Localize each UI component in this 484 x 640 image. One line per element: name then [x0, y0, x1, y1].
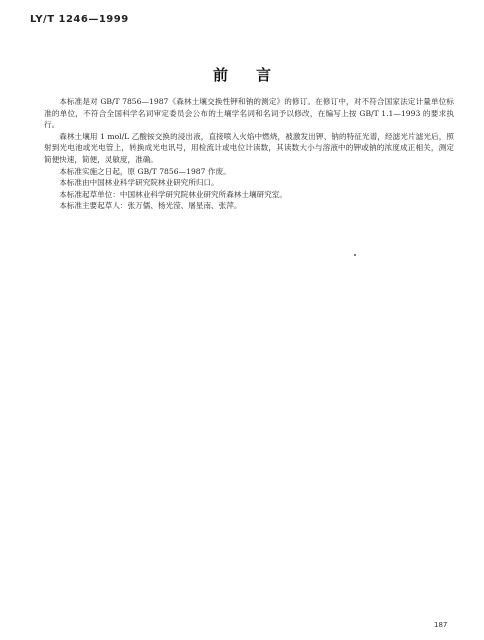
page-title: 前言 [212, 66, 299, 84]
paragraph-administered-by: 本标准由中国林业科学研究院林业研究所归口。 [59, 178, 219, 188]
scan-speck [354, 254, 356, 256]
standard-code: LY/T 1246—1999 [30, 14, 129, 25]
page-number: 187 [434, 621, 448, 629]
paragraph-drafting-unit: 本标准起草单位：中国林业科学研究院林业研究所森林土壤研究室。 [59, 189, 287, 199]
paragraph-method: 森林土壤用 1 mol/L 乙酸铵交换的浸出液，直接喷入火焰中燃烧，被激发出钾、钠的特征光谱，经滤光片滤光后，照射到光电池或光电管上，转换成光电讯号，用检流计或电位计读数，其读数大小与溶液中的钾或钠的浓度成正相关，测定简便快速，简便，灵敏度，准确。 [44, 131, 454, 164]
paragraph-supersedes: 本标准实施之日起，原 GB/T 7856—1987 作废。 [59, 166, 231, 176]
foreword-body [44, 96, 454, 212]
paragraph-drafters: 本标准主要起草人：张万儒、杨光滢、屠星南、张萍。 [59, 201, 242, 211]
paragraph-revision: 本标准是对 GB/T 7856—1987《森林土壤交换性钾和钠的测定》的修订。在修订中，对不符合国家法定计量单位标准的单位，不符合全国科学名词审定委员会公布的土壤学名词和名词予以修改，在编写上按 GB/T 1.1—1993 的要求执行。 [44, 97, 454, 130]
